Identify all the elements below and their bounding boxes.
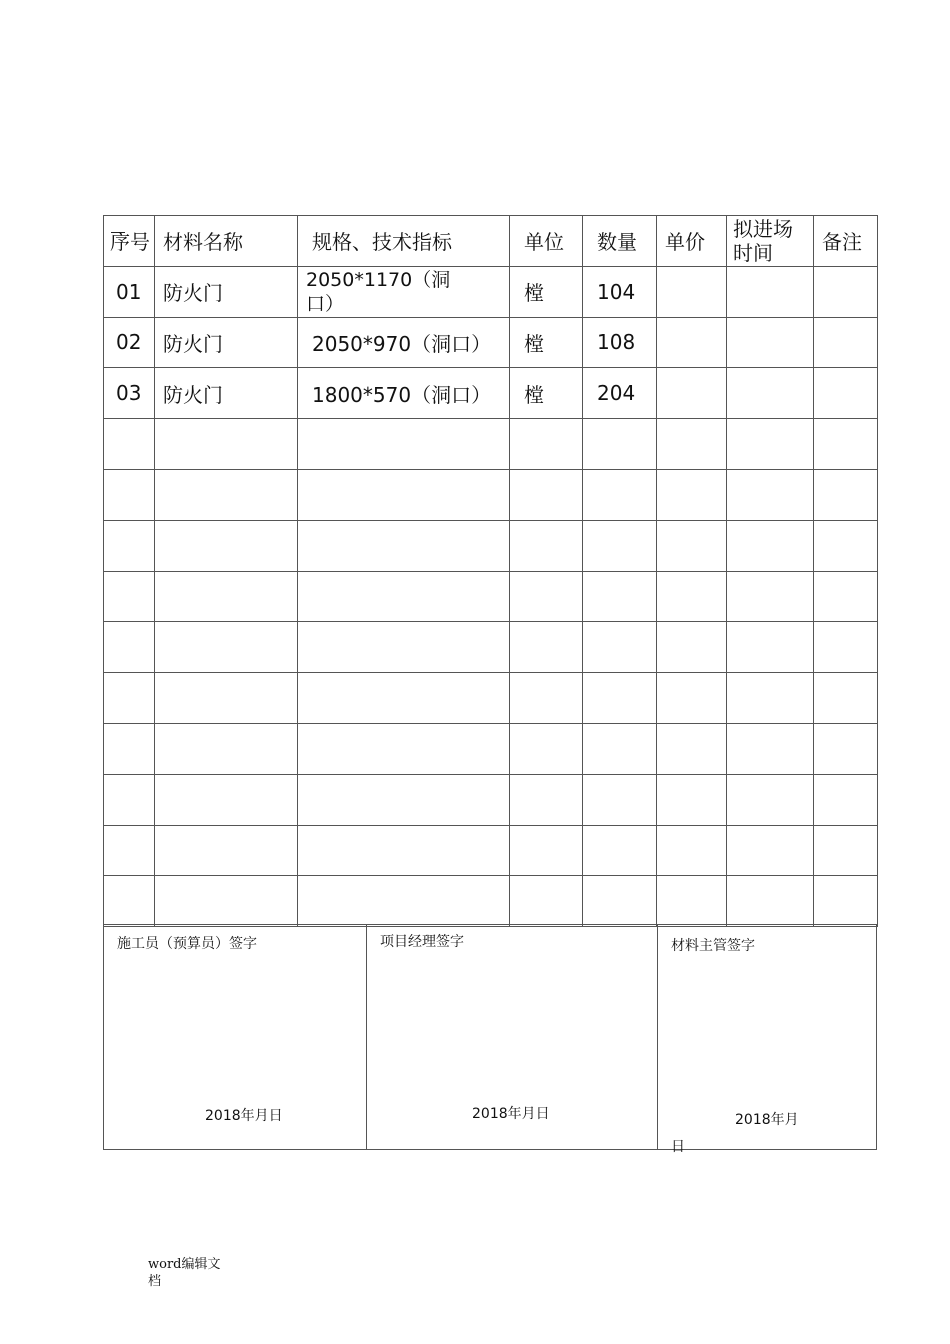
empty-cell	[583, 419, 657, 470]
empty-cell	[814, 673, 878, 724]
empty-cell	[583, 673, 657, 724]
empty-cell	[104, 876, 155, 927]
empty-cell	[510, 469, 583, 520]
header-seq: 序号	[104, 216, 155, 267]
empty-cell	[727, 469, 814, 520]
table-row-empty	[104, 469, 878, 520]
table-row-empty	[104, 825, 878, 876]
empty-cell	[298, 723, 510, 774]
empty-cell	[727, 673, 814, 724]
empty-cell	[657, 723, 727, 774]
empty-cell	[814, 469, 878, 520]
table-row-empty	[104, 622, 878, 673]
cell-time	[727, 317, 814, 368]
empty-cell	[155, 825, 298, 876]
empty-cell	[104, 774, 155, 825]
empty-cell	[583, 774, 657, 825]
cell-price	[657, 368, 727, 419]
empty-cell	[155, 469, 298, 520]
empty-cell	[510, 571, 583, 622]
empty-cell	[510, 673, 583, 724]
empty-cell	[298, 520, 510, 571]
empty-cell	[510, 825, 583, 876]
header-note: 备注	[814, 216, 878, 267]
cell-spec: 1800*570（洞口）	[298, 368, 510, 419]
table-row-empty	[104, 673, 878, 724]
cell-time	[727, 368, 814, 419]
empty-cell	[155, 571, 298, 622]
cell-seq: 03	[104, 368, 155, 419]
header-unit: 单位	[510, 216, 583, 267]
footer-note	[148, 1256, 221, 1290]
empty-cell	[657, 876, 727, 927]
empty-cell	[657, 673, 727, 724]
cell-seq: 01	[104, 266, 155, 317]
empty-cell	[104, 469, 155, 520]
empty-cell	[583, 571, 657, 622]
header-row	[104, 216, 878, 267]
header-name: 材料名称	[155, 216, 298, 267]
header-spec: 规格、技术指标	[298, 216, 510, 267]
header-time: 拟进场 时间	[727, 216, 814, 267]
empty-cell	[727, 876, 814, 927]
empty-cell	[298, 419, 510, 470]
cell-note	[814, 368, 878, 419]
empty-cell	[583, 622, 657, 673]
cell-seq: 02	[104, 317, 155, 368]
empty-cell	[657, 469, 727, 520]
table-row-empty	[104, 876, 878, 927]
table-row-empty	[104, 520, 878, 571]
empty-cell	[727, 571, 814, 622]
empty-cell	[155, 419, 298, 470]
cell-name: 防火门	[155, 317, 298, 368]
empty-cell	[298, 622, 510, 673]
empty-cell	[814, 774, 878, 825]
cell-time	[727, 266, 814, 317]
cell-name: 防火门	[155, 266, 298, 317]
footer-line-1: word编辑文	[148, 1257, 221, 1272]
cell-spec: 2050*1170（洞口）	[298, 266, 510, 317]
cell-note	[814, 266, 878, 317]
empty-cell	[727, 520, 814, 571]
empty-cell	[155, 723, 298, 774]
empty-cell	[583, 876, 657, 927]
header-qty: 数量	[583, 216, 657, 267]
empty-cell	[510, 622, 583, 673]
cell-price	[657, 317, 727, 368]
empty-cell	[104, 673, 155, 724]
header-price: 单价	[657, 216, 727, 267]
empty-cell	[657, 825, 727, 876]
manager-signature-date: 2018年月日	[472, 1106, 550, 1122]
table-row-empty	[104, 723, 878, 774]
material-signature-box	[657, 924, 877, 1155]
cell-unit: 樘	[510, 368, 583, 419]
empty-cell	[104, 825, 155, 876]
empty-cell	[298, 469, 510, 520]
table-row-empty	[104, 571, 878, 622]
manager-signature-box	[366, 924, 658, 1150]
empty-cell	[814, 419, 878, 470]
materials-table	[103, 215, 878, 927]
table-row	[104, 317, 878, 368]
table-row	[104, 368, 878, 419]
material-signature-label: 材料主管签字	[671, 938, 755, 954]
cell-qty: 104	[583, 266, 657, 317]
empty-cell	[814, 520, 878, 571]
empty-cell	[298, 571, 510, 622]
empty-cell	[814, 876, 878, 927]
empty-cell	[814, 723, 878, 774]
empty-cell	[298, 825, 510, 876]
cell-note	[814, 317, 878, 368]
empty-cell	[727, 825, 814, 876]
empty-cell	[583, 520, 657, 571]
cell-price	[657, 266, 727, 317]
footer-line-2: 档	[148, 1274, 162, 1289]
empty-cell	[155, 673, 298, 724]
empty-cell	[583, 469, 657, 520]
empty-cell	[104, 723, 155, 774]
empty-cell	[510, 723, 583, 774]
table-row-empty	[104, 774, 878, 825]
empty-cell	[657, 774, 727, 825]
empty-cell	[727, 622, 814, 673]
empty-cell	[510, 419, 583, 470]
empty-cell	[657, 571, 727, 622]
empty-cell	[727, 723, 814, 774]
empty-cell	[298, 673, 510, 724]
cell-qty: 204	[583, 368, 657, 419]
empty-cell	[104, 419, 155, 470]
empty-cell	[155, 520, 298, 571]
worker-signature-box	[103, 924, 367, 1150]
empty-cell	[583, 723, 657, 774]
empty-cell	[657, 622, 727, 673]
empty-cell	[155, 622, 298, 673]
material-signature-date: 2018年月日	[671, 1112, 799, 1155]
cell-name: 防火门	[155, 368, 298, 419]
empty-cell	[298, 876, 510, 927]
empty-cell	[104, 622, 155, 673]
empty-cell	[727, 419, 814, 470]
empty-cell	[814, 571, 878, 622]
cell-spec: 2050*970（洞口）	[298, 317, 510, 368]
empty-cell	[155, 876, 298, 927]
cell-unit: 樘	[510, 317, 583, 368]
empty-cell	[657, 419, 727, 470]
empty-cell	[583, 825, 657, 876]
empty-cell	[104, 520, 155, 571]
empty-cell	[657, 520, 727, 571]
table-row-empty	[104, 419, 878, 470]
cell-unit: 樘	[510, 266, 583, 317]
empty-cell	[727, 774, 814, 825]
empty-cell	[814, 825, 878, 876]
empty-cell	[814, 622, 878, 673]
empty-cell	[155, 774, 298, 825]
empty-cell	[104, 571, 155, 622]
empty-cell	[510, 774, 583, 825]
empty-cell	[510, 876, 583, 927]
table-row	[104, 266, 878, 317]
worker-signature-date: 2018年月日	[205, 1108, 283, 1124]
empty-cell	[510, 520, 583, 571]
manager-signature-label: 项目经理签字	[380, 934, 464, 950]
worker-signature-label: 施工员（预算员）签字	[117, 936, 257, 952]
cell-qty: 108	[583, 317, 657, 368]
empty-cell	[298, 774, 510, 825]
